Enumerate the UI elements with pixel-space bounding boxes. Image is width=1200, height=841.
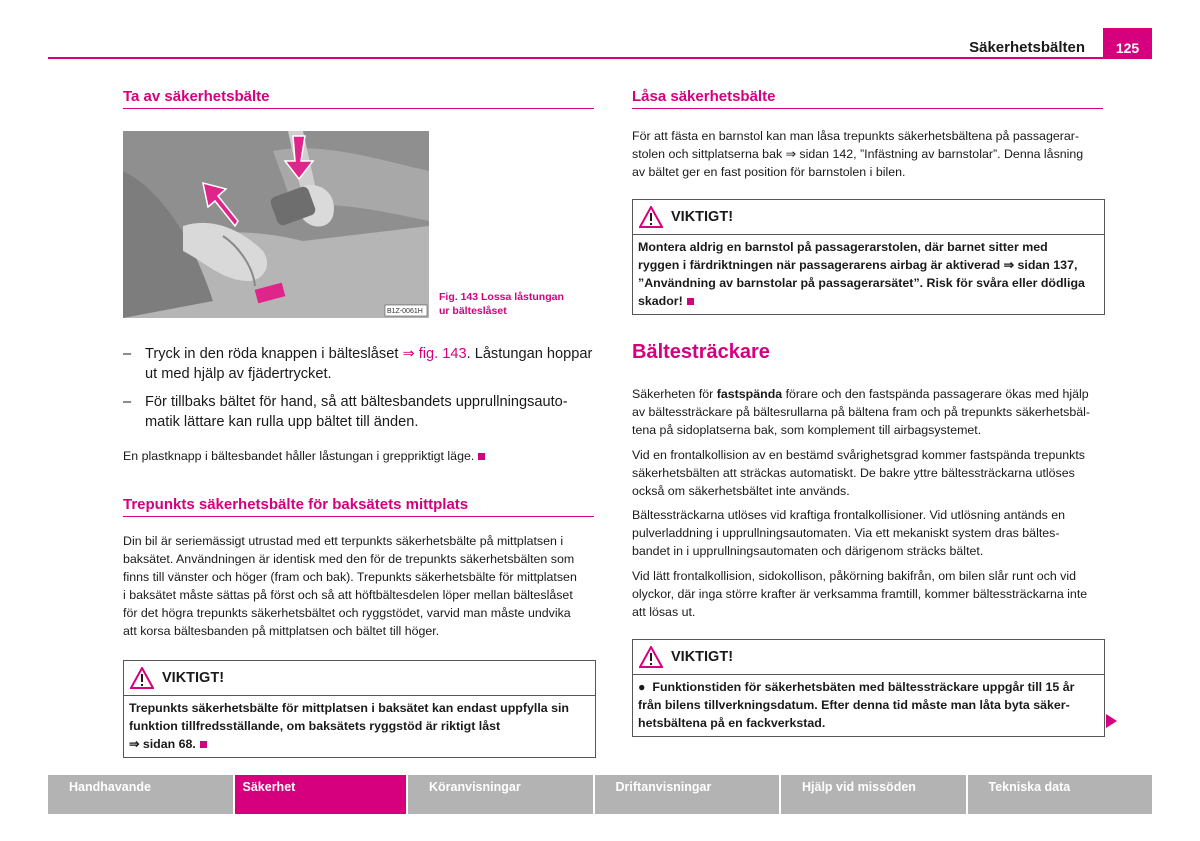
text-line: i baksätet måste sättas på först och så att höftbältesdelen löper mellan bälteslåset — [123, 588, 573, 602]
figure-caption — [439, 290, 564, 318]
warning-body — [633, 235, 1104, 314]
paragraph-tensioner-frontal — [632, 446, 1107, 500]
figure-caption-line2: ur bälteslåset — [439, 305, 507, 317]
warning-box-middle-seat — [123, 660, 596, 758]
bullet2-text-line2: matik lättare kan rulla upp bältet till änden. — [145, 414, 419, 430]
paragraph-tensioner-intro — [632, 385, 1107, 439]
tab-sakerhet[interactable]: Säkerhet — [235, 775, 407, 814]
chapter-title: Säkerhetsbälten — [969, 39, 1085, 56]
warning-page-ref[interactable]: ⇒ sidan 68. — [129, 737, 196, 751]
warning-line: från bilens tillverkningsdatum. Efter denna tid måste man låta byta säker- — [638, 698, 1070, 712]
section-title-middle-seat: Trepunkts säkerhetsbälte för baksätets mittplats — [123, 496, 594, 517]
bullet-item-2: – För tillbaks bältet för hand, så att bältesbandets upprullningsauto- matik lättare kan rulla upp bältet till änden. — [123, 394, 568, 430]
text-line: pulverladdning i upprullningsautomaten. Via ett mekaniskt system dras bältes- — [632, 526, 1060, 540]
paragraph-middle-seat — [123, 532, 598, 640]
warning-line: hetsbältena på en fackverkstad. — [638, 716, 826, 730]
text-line: av bältet ger en fast position för barnstolen i bilen. — [632, 165, 906, 179]
end-marker-icon — [687, 298, 694, 305]
warning-body — [633, 675, 1104, 736]
bullet-list — [123, 344, 598, 432]
text-line: Bältessträckarna utlöses vid kraftiga frontalkollisioner. Vid utlösning antänds en — [632, 508, 1066, 522]
tab-hjalp-vid-missoden[interactable]: Hjälp vid missöden — [781, 775, 966, 814]
text-line: olyckor, där inga större krafter är verksamma framtill, kommer bältessträckarna inte — [632, 587, 1088, 601]
text-line: bandet in i upprullningsautomaten och därigenom sträcks bältet. — [632, 544, 984, 558]
section-title-remove-belt: Ta av säkerhetsbälte — [123, 88, 594, 109]
warning-box-child-seat — [632, 199, 1105, 315]
warning-triangle-icon — [130, 667, 154, 689]
warning-line: Funktionstiden för säkerhetsbäten med bältessträckare uppgår till 15 år — [652, 680, 1075, 694]
figure-143-image — [123, 131, 429, 318]
seatbelt-buckle-illustration — [123, 131, 429, 318]
text-line: Din bil är seriemässigt utrustad med ett terpunkts säkerhetsbälte på mittplatsen i — [123, 534, 564, 548]
warning-header — [633, 640, 1104, 675]
text-line: av bältessträckare på bältesrullarna på bältena fram och på trepunkts säkerhetsbäl- — [632, 405, 1091, 419]
paragraph-tensioner-light — [632, 567, 1107, 621]
section-title-belt-tensioner: Bältesträckare — [632, 341, 770, 363]
warning-triangle-icon — [639, 646, 663, 668]
next-page-arrow-icon[interactable] — [1105, 714, 1117, 728]
paragraph-plastic-button — [123, 447, 598, 465]
page-number: 125 — [1103, 28, 1152, 59]
bullet-item-1: – Tryck in den röda knappen i bälteslåset ⇒ fig. 143. Låstungan hoppar ut med hjälp av fjädertrycket. — [123, 346, 593, 382]
end-marker-icon — [478, 453, 485, 460]
warning-header — [633, 200, 1104, 235]
bullet1-text-a: Tryck in den röda knappen i bälteslåset — [145, 346, 403, 362]
warning-line: funktion tillfredsställande, om baksätets ryggstöd är riktigt låst — [129, 719, 501, 733]
paragraph-tensioner-trigger — [632, 506, 1107, 560]
figure-code: B1Z-0061H — [387, 308, 423, 315]
warning-line: ”Användning av barnstolar på passagerarsätet”. Risk för svåra eller dödliga — [638, 276, 1085, 290]
warning-line: ryggen i färdriktningen när passagerarens airbag är aktiverad ⇒ sidan 137, — [638, 258, 1078, 272]
text-run: förare och den fastspända passagerare ökas med hjälp — [782, 387, 1089, 401]
tab-koranvisningar[interactable]: Köranvisningar — [408, 775, 593, 814]
fig-ref-link[interactable]: ⇒ fig. 143 — [402, 346, 467, 362]
text-line: säkerhetsbälten att sträckas automatiskt. De bakre yttre bältessträckarna utlöses — [632, 466, 1075, 480]
paragraph-lock-belt — [632, 127, 1107, 181]
text-line: också om säkerhetsbältet inte används. — [632, 484, 850, 498]
bullet-dot-icon: ● — [638, 680, 646, 694]
end-marker-icon — [200, 741, 207, 748]
text-line: Vid en frontalkollision av en bestämd svårighetsgrad kommer fastspända trepunkts — [632, 448, 1085, 462]
warning-box-tensioner-lifetime — [632, 639, 1105, 737]
tab-driftanvisningar[interactable]: Driftanvisningar — [595, 775, 780, 814]
tab-tekniska-data[interactable]: Tekniska data — [968, 775, 1153, 814]
text-line: att korsa bältesbanden på mittplatsen och bältet till höger. — [123, 624, 440, 638]
bullet1-text-line2: ut med hjälp av fjädertrycket. — [145, 366, 332, 382]
header-rule — [48, 57, 1152, 59]
chapter-tab-bar — [48, 775, 1152, 814]
text-line: Vid lätt frontalkollision, sidokollison, påkörning bakifrån, om bilen slår runt och vid — [632, 569, 1076, 583]
text-line: för det högra trepunkts säkerhetsbältet och ryggstödet, varvid man måste undvika — [123, 606, 571, 620]
warning-line: Trepunkts säkerhetsbälte för mittplatsen i baksätet kan endast uppfylla sin — [129, 701, 569, 715]
warning-label: VIKTIGT! — [671, 649, 734, 665]
text-line: stolen och sittplatserna bak ⇒ sidan 142, ”Infästning av barnstolar”. Denna låsning — [632, 147, 1084, 161]
warning-label: VIKTIGT! — [162, 670, 225, 686]
text-line: baksätet. Användningen är identisk med den för de trepunkts säkerhetsbälten som — [123, 552, 575, 566]
text-line: tena på sidoplatserna bak, som komplement till airbagsystemet. — [632, 423, 982, 437]
text-line: För att fästa en barnstol kan man låsa trepunkts säkerhetsbältena på passagerar- — [632, 129, 1080, 143]
bullet2-text-line1: För tillbaks bältet för hand, så att bältesbandets upprullningsauto- — [145, 394, 568, 410]
section-title-lock-belt: Låsa säkerhetsbälte — [632, 88, 1103, 109]
text-run: Säkerheten för — [632, 387, 717, 401]
text-line: finns till vänster och höger (fram och bak). Trepunkts säkerhetsbälte för mittplatsen — [123, 570, 577, 584]
paragraph-plastic-button-text: En plastknapp i bältesbandet håller låstungan i greppriktigt läge. — [123, 449, 475, 463]
figure-caption-line1: Fig. 143 Lossa låstungan — [439, 291, 564, 303]
warning-line: skador! — [638, 294, 683, 308]
tab-handhavande[interactable]: Handhavande — [48, 775, 233, 814]
warning-header — [124, 661, 595, 696]
bullet1-text-b: . Låstungan hoppar — [466, 346, 593, 362]
text-line: att lösas ut. — [632, 605, 696, 619]
warning-body — [124, 696, 595, 757]
warning-label: VIKTIGT! — [671, 209, 734, 225]
warning-triangle-icon — [639, 206, 663, 228]
warning-line: Montera aldrig en barnstol på passagerarstolen, där barnet sitter med — [638, 240, 1048, 254]
text-bold: fastspända — [716, 387, 783, 401]
